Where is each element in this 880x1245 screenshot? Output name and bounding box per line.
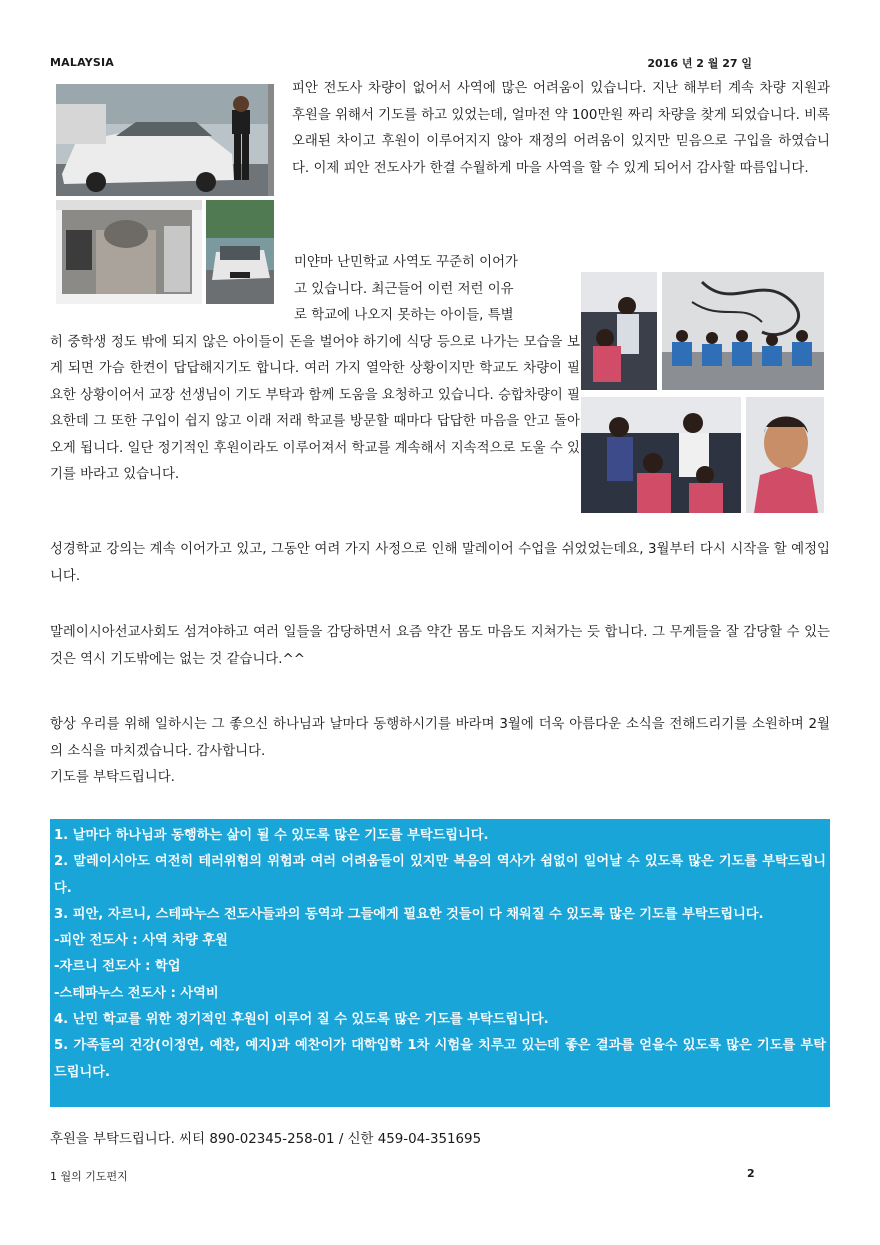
closing-text: 항상 우리를 위해 일하시는 그 좋으신 하나님과 날마다 동행하시기를 바라며 3월에 더욱 아름다운 소식을 전해드리기를 소원하며 2월의 소식을 마치겠습니다. 감사합니다.: [50, 717, 830, 759]
prayer-item: -자르니 전도사 : 학업: [54, 959, 181, 975]
prayer-item: 3. 피안, 자르니, 스테파누스 전도사들과의 동역과 그들에게 필요한 것들이 다 채워질 수 있도록 많은 기도를 부탁드립니다.: [54, 906, 764, 922]
paragraph-car-support: 피안 전도사 차량이 없어서 사역에 많은 어려움이 있습니다. 지난 해부터 계속 차량 지원과 후원을 위해서 기도를 하고 있었는데, 얼마전 약 100만원 짜리 차량을 찾게 되었습니다. 비록 오래된 차이고 후원이 이루어지지 않아 재정의 어려움이 있지만 믿음으로 구입을 하였습니다. 이제 피안 전도사가 한결 수월하게 마을 사역을 할 수 있게 되어서 감사할 따름입니다.: [292, 81, 830, 176]
header-country: MALAYSIA: [50, 56, 115, 69]
header-date: 2016 년 2 월 27 일: [647, 57, 752, 70]
paragraph-refugee-school: [50, 250, 580, 489]
prayer-item: 1. 날마다 하나님과 동행하는 삶이 될 수 있도록 많은 기도를 부탁드립니다.: [54, 828, 489, 843]
footer-title: 1 월의 기도편지: [50, 1170, 128, 1183]
page-number: 2: [747, 1167, 755, 1180]
prayer-request-intro: 기도를 부탁드립니다.: [50, 770, 175, 785]
photo-man-with-car: [56, 84, 274, 196]
paragraph-missionary-society: 말레이시아선교사회도 섬겨야하고 여러 일들을 감당하면서 요즘 약간 몸도 마음도 지쳐가는 듯 합니다. 그 무게들을 잘 감당할 수 있는 것은 역시 기도밖에는 없는 것 같습니다.^^: [50, 625, 830, 667]
prayer-item: 5. 가족들의 건강(이정연, 예찬, 예지)과 예찬이가 대학입학 1차 시험을 치루고 있는데 좋은 결과를 얻을수 있도록 많은 기도를 부탁드립니다.: [54, 1038, 826, 1080]
prayer-item: 4. 난민 학교를 위한 정기적인 후원이 이루어 질 수 있도록 많은 기도를 부탁드립니다.: [54, 1012, 549, 1028]
prayer-item: -스테파누스 전도사 : 사역비: [54, 985, 219, 1001]
prayer-item: 2. 말레이시아도 여전히 테러위험의 위험과 여러 어려움들이 있지만 복음의 역사가 쉼없이 일어날 수 있도록 많은 기도를 부탁드립니다.: [54, 854, 826, 896]
photo-boy-closeup: [746, 397, 824, 513]
refugee-school-line-2: 고 있습니다. 최근들어 이런 저런 이유: [294, 281, 514, 297]
photo-haircut-group: [581, 397, 741, 513]
photo-classroom: [662, 272, 824, 390]
support-account-info: 후원을 부탁드립니다. 씨티 890-02345-258-01 / 신한 459-04-351695: [50, 1132, 482, 1147]
photo-haircut-boy: [581, 272, 657, 390]
refugee-school-rest: 히 중학생 정도 밖에 되지 않은 아이들이 돈을 벌어야 하기에 식당 등으로 나가는 모습을 보게 되면 가슴 한켠이 답답해지기도 합니다. 여러 가지 열악한 상황이지만 학교도 차량이 필요한 상황이어서 교장 선생님이 기도 부탁과 함께 도움을 요청하고 있습니다. 승합차량이 필요한데 그 또한 구입이 쉽지 않고 이래 저래 학교를 방문할 때마다 답답한 마음을 안고 돌아오게 됩니다. 일단 정기적인 후원이라도 이루어져서 학교를 계속해서 지속적으로 도울 수 있기를 바라고 있습니다.: [50, 334, 580, 482]
paragraph-bible-school: 성경학교 강의는 계속 이어가고 있고, 그동안 여려 가지 사정으로 인해 말레이어 수업을 쉬었었는데요, 3월부터 다시 시작을 할 예정입니다.: [50, 542, 830, 584]
prayer-item: -피안 전도사 : 사역 차량 후원: [54, 933, 228, 949]
refugee-school-line-1: 미얀마 난민학교 사역도 꾸준히 이어가: [294, 255, 518, 270]
prayer-request-box: [50, 819, 830, 1107]
refugee-school-line-3: 로 학교에 나오지 못하는 아이들, 특별: [294, 308, 514, 323]
paragraph-closing: [50, 712, 830, 792]
